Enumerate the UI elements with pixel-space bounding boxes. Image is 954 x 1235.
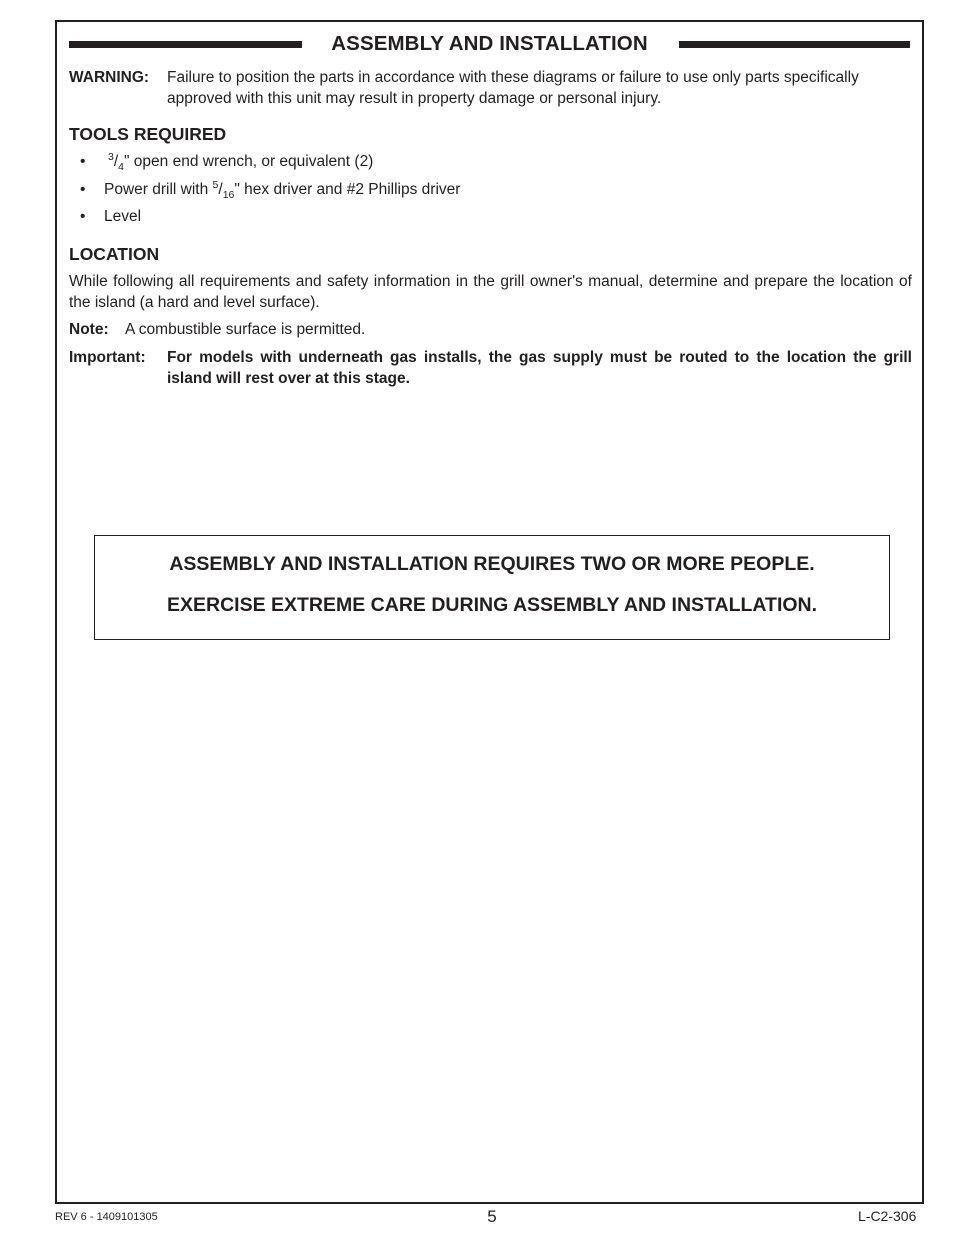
location-heading: LOCATION <box>69 244 160 264</box>
bullet: • <box>80 153 86 170</box>
list-item <box>80 178 460 206</box>
fraction-three-quarter: $^3/_4$ <box>108 150 124 174</box>
page-number: 5 <box>487 1207 497 1226</box>
tools-list <box>80 150 460 233</box>
document-code: L-C2-306 <box>858 1208 917 1224</box>
fraction-five-sixteenth: $^5/_{16}$ <box>212 178 235 201</box>
important-label: Important: <box>69 349 146 366</box>
note-label: Note: <box>69 321 109 338</box>
location-text: While following all requirements and safety information in the grill owner's manual, determine and prepare the location of the island (a hard and level surface). <box>69 273 912 311</box>
bullet: • <box>80 180 86 198</box>
revision-code: REV 6 - 1409101305 <box>55 1211 158 1223</box>
list-item-text: " hex driver and #2 Phillips driver <box>234 180 461 198</box>
safety-callout-box <box>94 535 890 640</box>
list-item <box>80 205 460 233</box>
warning-label: WARNING: <box>69 69 150 86</box>
section-header <box>69 30 910 58</box>
header-rule-right <box>679 41 910 48</box>
list-item-text: Power drill with <box>104 180 213 198</box>
callout-line-2: EXERCISE EXTREME CARE DURING ASSEMBLY AND INSTALLATION. <box>166 594 818 616</box>
warning-text: Failure to position the parts in accordance with these diagrams or failure to use only parts specifically approved with this unit may result in property damage or personal injury. <box>167 69 859 107</box>
bullet: • <box>80 208 86 225</box>
note-block <box>69 319 912 340</box>
note-text: A combustible surface is permitted. <box>125 321 366 338</box>
tools-heading: TOOLS REQUIRED <box>69 124 227 144</box>
list-item <box>80 150 460 178</box>
callout-line-1: ASSEMBLY AND INSTALLATION REQUIRES TWO OR MORE PEOPLE. <box>169 553 815 575</box>
important-text: For models with underneath gas installs, the gas supply must be routed to the location the grill island will rest over at this stage. <box>167 349 912 387</box>
page-title: ASSEMBLY AND INSTALLATION <box>331 32 648 55</box>
important-block <box>69 347 912 389</box>
list-item-text: " open end wrench, or equivalent (2) <box>124 153 374 170</box>
warning-block <box>69 67 912 109</box>
list-item-text: Level <box>104 208 142 225</box>
